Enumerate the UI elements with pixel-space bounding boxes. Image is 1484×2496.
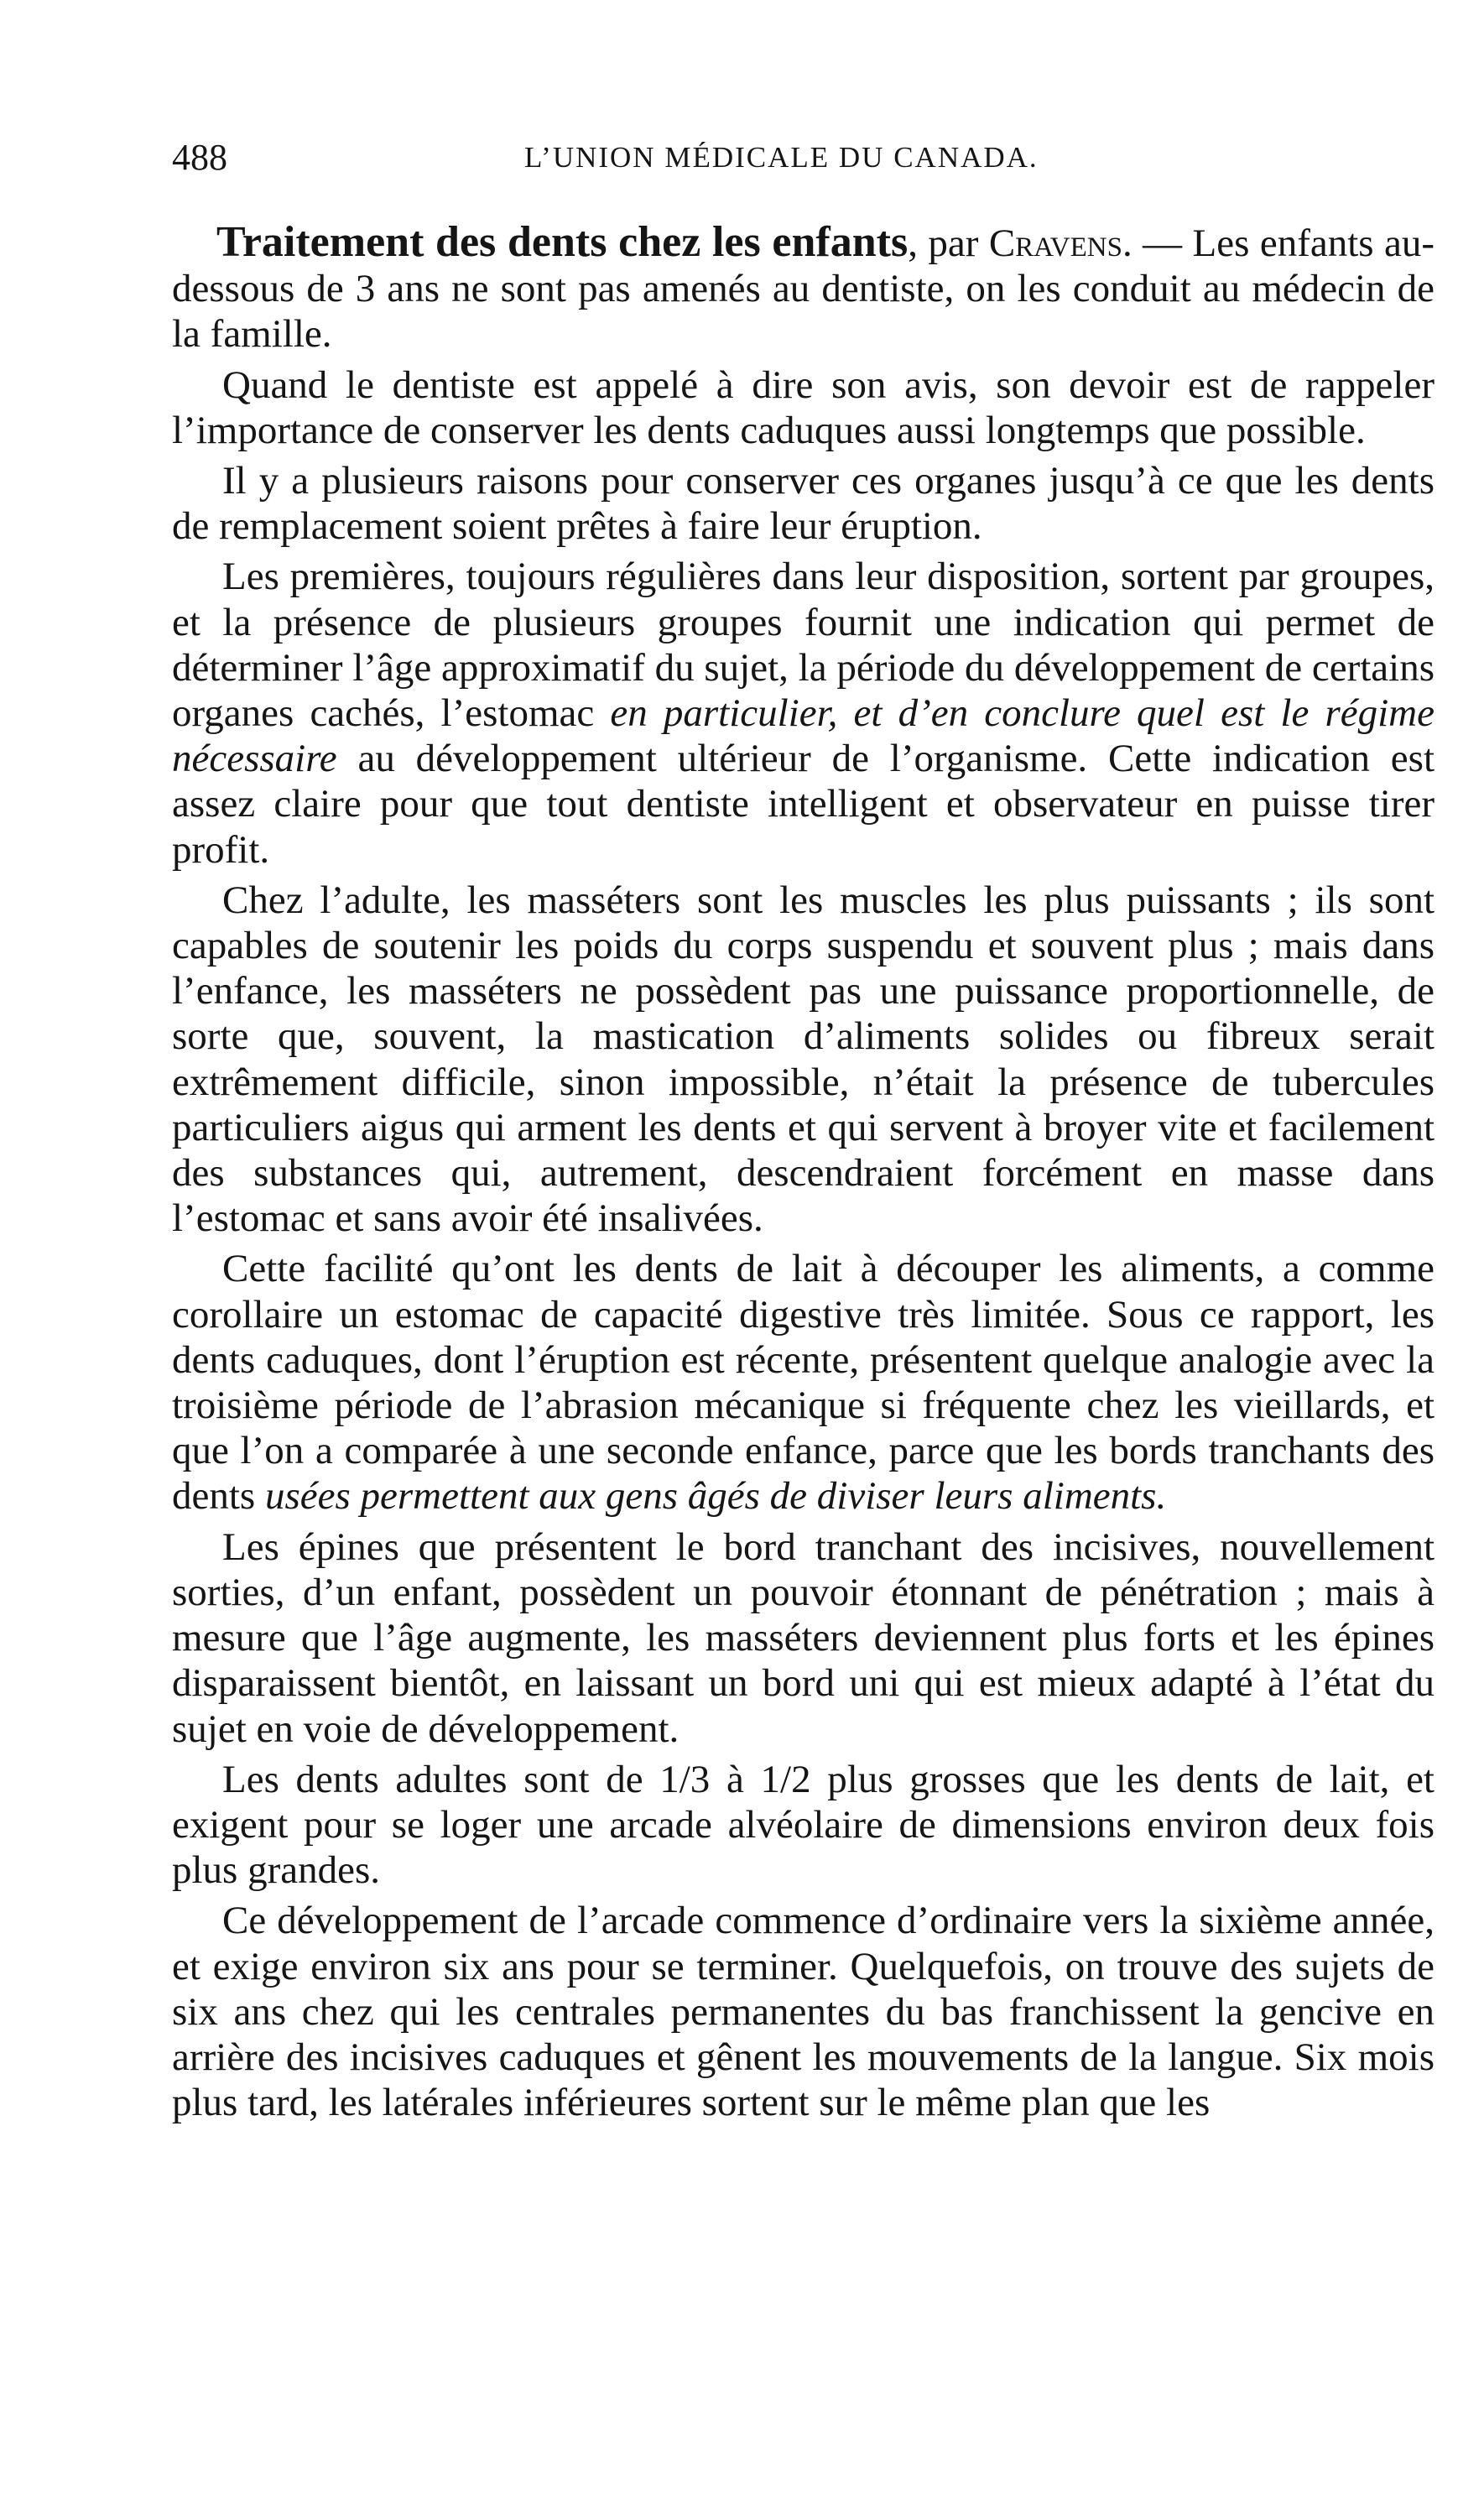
article-author: Cravens — [988, 221, 1122, 265]
title-connector: , par — [908, 221, 989, 265]
paragraph-5: Chez l’adulte, les masséters sont les muscles les plus puissants ; ils sont capables de soutenir les poids du corps suspendu et souvent plus ; mais dans l’enfance, les masséters ne possèdent pas une puissance proportionnelle, de sorte que, souvent, la mastication d’aliments solides ou fibreux serait extrêmement difficile, sinon impossible, n’était la présence de tubercules particuliers aigus qui arment les dents et qui servent à broyer vite et facilement des substances qui, autrement, descendraient forcément en masse dans l’estomac et sans avoir été insalivées. — [172, 878, 1435, 1241]
paragraph-1-text: Les enfants au-dessous de 3 ans ne sont pas amenés au dentiste, on les conduit au médecin de la famille. — [172, 221, 1435, 357]
title-separator: . — — [1122, 221, 1193, 265]
paragraph-3: Il y a plusieurs raisons pour conserver ces organes jusqu’à ce que les dents de remplacement soient prêtes à faire leur éruption. — [172, 459, 1435, 549]
paragraph-4-italic: en particulier, et d’en conclure quel est le régime nécessaire — [172, 691, 1435, 781]
paragraph-4-text-b: au développement ultérieur de l’organisme. Cette indication est assez claire pour que tout dentiste intelligent et observateur en puisse tirer profit. — [172, 737, 1435, 872]
paragraph-4 — [172, 554, 1435, 872]
page-number: 488 — [172, 137, 227, 178]
paragraph-6-text-a: Cette facilité qu’ont les dents de lait à découper les aliments, a comme corollaire un estomac de capacité digestive très limitée. Sous ce rapport, les dents caduques, dont l’éruption est récente, présentent quelque analogie avec la troisième période de l’abrasion mécanique si fréquente chez les vieillards, et que l’on a comparée à une seconde enfance, parce que les bords tranchants des dents — [172, 1247, 1435, 1519]
paragraph-4-text-a: Les premières, toujours régulières dans leur disposition, sortent par groupes, et la présence de plusieurs groupes fournit une indication qui permet de déterminer l’âge approximatif du sujet, la période du développement de certains organes cachés, l’estomac — [172, 555, 1435, 736]
paragraph-6-italic: usées permettent aux gens âgés de diviser leurs aliments. — [264, 1474, 1167, 1519]
article-body — [172, 220, 1435, 2130]
paragraph-9: Ce développement de l’arcade commence d’ordinaire vers la sixième année, et exige environ six ans pour se terminer. Quelquefois, on trouve des sujets de six ans chez qui les centrales permanentes du bas franchissent la gencive en arrière des incisives caduques et gênent les mouvements de la langue. Six mois plus tard, les latérales inférieures sortent sur le même plan que les — [172, 1899, 1435, 2125]
paragraph-8: Les dents adultes sont de 1/3 à 1/2 plus grosses que les dents de lait, et exigent pour se loger une arcade alvéolaire de dimensions environ deux fois plus grandes. — [172, 1757, 1435, 1893]
paragraph-6 — [172, 1246, 1435, 1519]
page-header — [172, 133, 1435, 183]
article-title: Traitement des dents chez les enfants — [216, 218, 909, 266]
paragraph-2: Quand le dentiste est appelé à dire son avis, son devoir est de rappeler l’importance de conserver les dents caduques aussi longtemps que possible. — [172, 362, 1435, 452]
paragraph-1 — [172, 220, 1435, 357]
running-head: L’UNION MÉDICALE DU CANADA. — [524, 141, 1039, 174]
paragraph-7: Les épines que présentent le bord tranchant des incisives, nouvellement sorties, d’un enfant, possèdent un pouvoir étonnant de pénétration ; mais à mesure que l’âge augmente, les masséters deviennent plus forts et les épines disparaissent bientôt, en laissant un bord uni qui est mieux adapté à l’état du sujet en voie de développement. — [172, 1524, 1435, 1751]
